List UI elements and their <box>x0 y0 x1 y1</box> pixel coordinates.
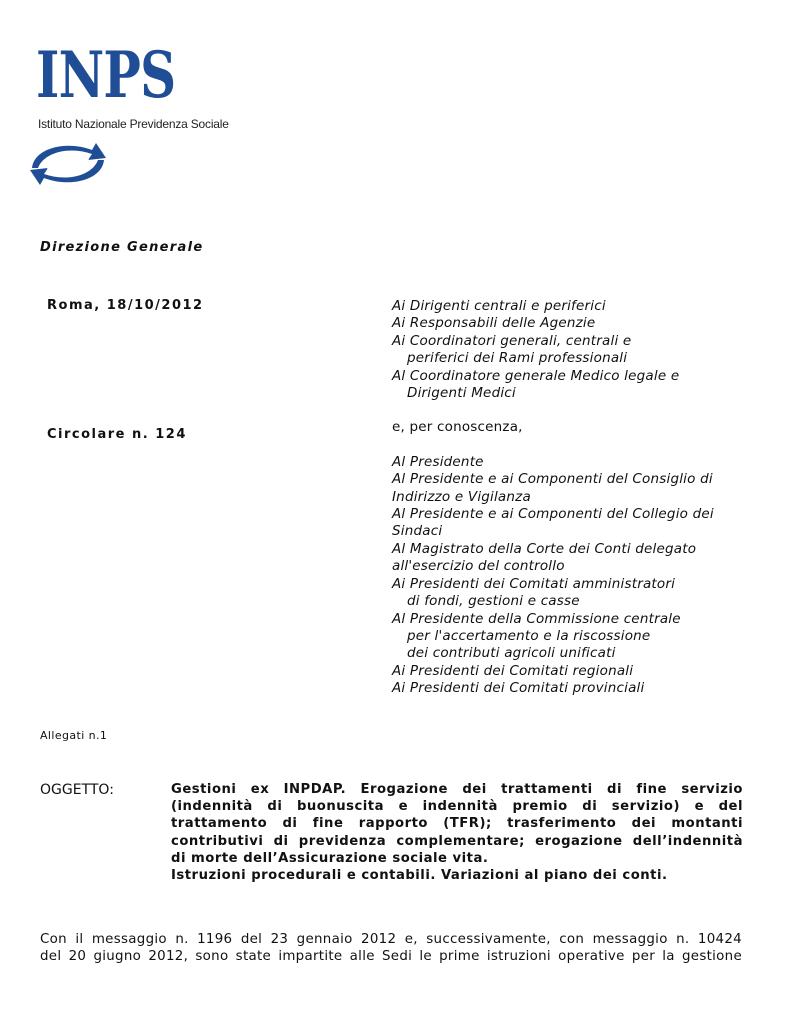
recipient-line: per l'accertamento e la riscossione <box>407 627 651 644</box>
inps-circular-arrows-icon <box>26 138 110 190</box>
subject-line: (indennità di buonuscita e indennità premio di servizio) e del <box>171 799 743 815</box>
subject-line: Gestioni ex INPDAP. Erogazione dei trattamenti di fine servizio <box>171 782 743 797</box>
subject-text <box>171 781 743 884</box>
recipient-line: Indirizzo e Vigilanza <box>392 488 531 505</box>
recipient-line: Ai Presidenti dei Comitati regionali <box>392 662 634 679</box>
circolare-number: Circolare n. 124 <box>47 427 187 442</box>
recipient-line: Dirigenti Medici <box>407 385 516 402</box>
inps-logo-subtitle: Istituto Nazionale Previdenza Sociale <box>38 117 229 131</box>
subject-line: Istruzioni procedurali e contabili. Variazioni al piano dei conti. <box>171 868 668 884</box>
recipients-block <box>392 298 772 698</box>
body-line: Con il messaggio n. 1196 del 23 gennaio 2012 e, successivamente, con messaggio n. 10424 <box>40 932 742 947</box>
recipient-line: all'esercizio del controllo <box>392 558 565 575</box>
attachments-note: Allegati n.1 <box>40 729 108 742</box>
subject-line: contributivi di previdenza complementare; erogazione dell’indennità <box>171 833 743 849</box>
recipient-line: Al Coordinatore generale Medico legale e <box>392 367 680 384</box>
place-date: Roma, 18/10/2012 <box>47 298 204 313</box>
direzione-generale-heading: Direzione Generale <box>40 240 204 255</box>
recipient-line: Al Magistrato della Corte dei Conti delegato <box>392 540 697 557</box>
subject-label: OGGETTO: <box>40 782 114 798</box>
inps-logo-wordmark: INPS <box>36 38 176 113</box>
recipient-line: Al Presidente e ai Componenti del Collegio dei <box>392 506 714 523</box>
recipient-line: Al Presidente della Commissione centrale <box>392 610 681 627</box>
recipient-line: Ai Presidenti dei Comitati amministratori <box>392 575 676 592</box>
recipient-line: Ai Dirigenti centrali e periferici <box>392 298 606 314</box>
recipient-line: Sindaci <box>392 523 443 540</box>
for-knowledge-line: e, per conoscenza, <box>392 419 523 436</box>
recipient-line: Al Presidente e ai Componenti del Consiglio di <box>392 471 713 488</box>
subject-line: di morte dell’Assicurazione sociale vita. <box>171 850 489 866</box>
body-paragraph <box>40 931 742 966</box>
body-line: del 20 giugno 2012, sono state impartite alle Sedi le prime istruzioni operative per la gestione <box>40 949 742 965</box>
recipient-line: di fondi, gestioni e casse <box>407 593 580 610</box>
recipient-line: Al Presidente <box>392 453 484 470</box>
recipient-line: Ai Presidenti dei Comitati provinciali <box>392 680 645 697</box>
recipient-line: Ai Coordinatori generali, centrali e <box>392 332 632 349</box>
recipient-line: Ai Responsabili delle Agenzie <box>392 315 596 332</box>
recipient-line: dei contributi agricoli unificati <box>407 645 616 662</box>
recipient-line: periferici dei Rami professionali <box>407 350 628 367</box>
subject-line: trattamento di fine rapporto (TFR); trasferimento dei montanti <box>171 816 743 832</box>
